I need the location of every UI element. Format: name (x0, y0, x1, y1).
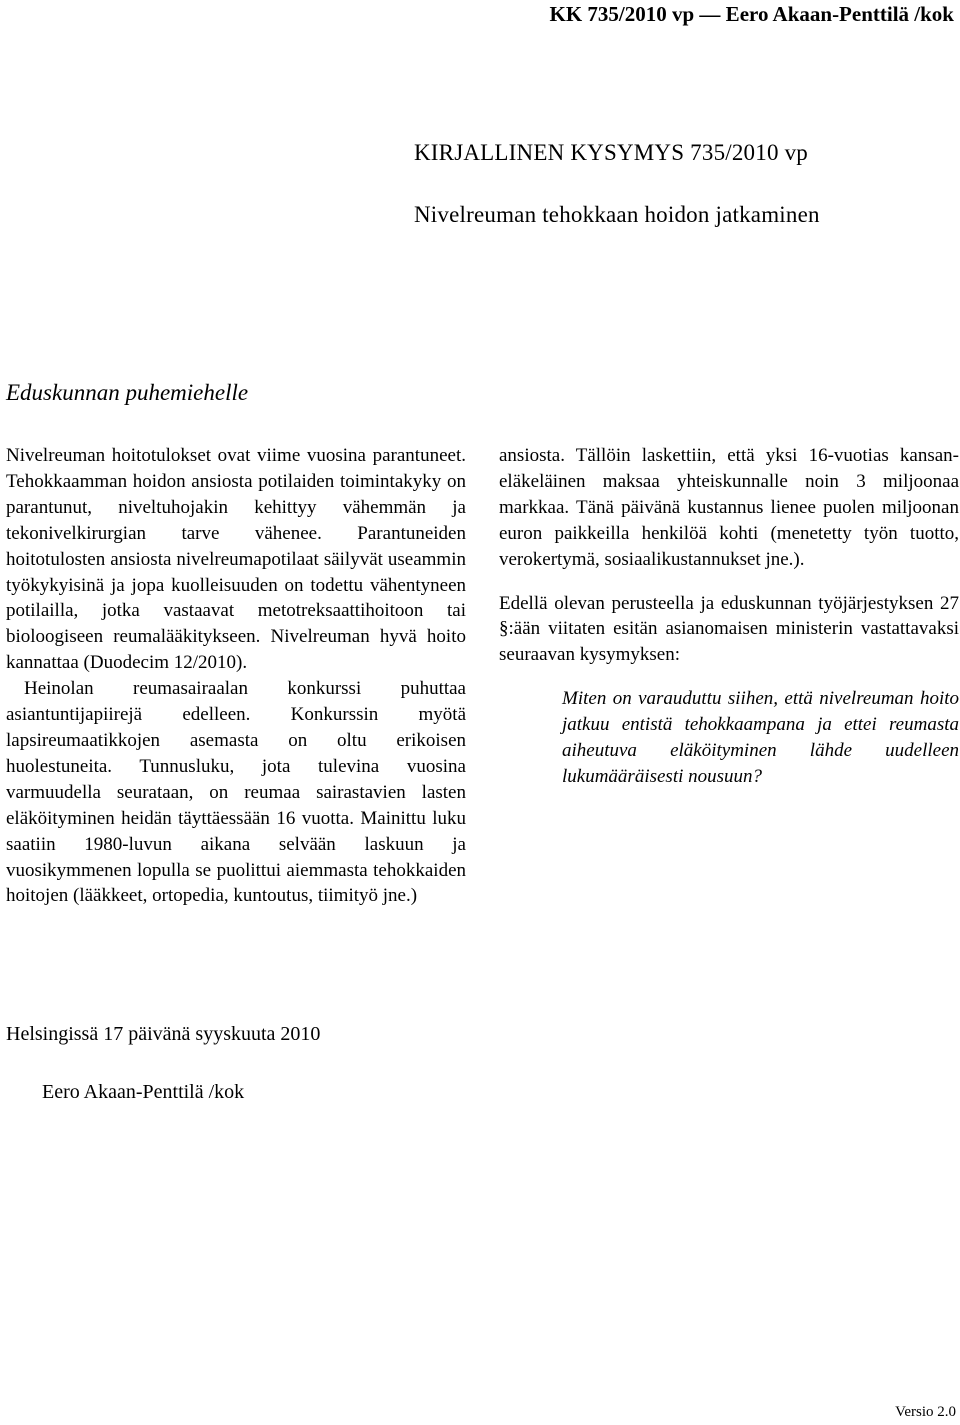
document-subtitle: Nivelreuman tehokkaan hoidon jatkaminen (414, 202, 820, 227)
place-and-date: Helsingissä 17 päivänä syyskuuta 2010 (6, 1023, 321, 1045)
body-paragraph-1: Nivelreuman hoitotulokset ovat viime vuosina parantuneet. Tehokkaamman hoidon ansiosta potilaiden toimintakyky on parantunut, niveltuhojakin kehittyy vähemmän ja tekonivelkirurgian tarve vähenee. Parantuneiden hoitotulosten ansiosta nivelreumapotilaat säilyvät useammin työkykyisinä ja jopa kuolleisuuden on todettu vähentyneen potilailla, jotka vastaavat metotreksaattihoitoon tai bioloogiseen reumalääkitykseen. Nivelreuman hyvä hoito kannattaa (Duodecim 12/2010). (6, 445, 466, 674)
left-text-column (6, 443, 466, 909)
question-text: Miten on varauduttu siihen, että nivelreuman hoito jatkuu entistä tehokkaampana ja ettei reumasta aiheutuva eläköityminen lähde uudelleen lukumääräisesti nousuun? (562, 688, 959, 787)
body-paragraph-2: Heinolan reumasairaalan konkurssi puhuttaa asiantuntijapiirejä edelleen. Konkurssin myötä lapsireumaatikkojen asemasta on oltu erikoisen huolestuneita. Tunnusluku, jota tulevina vuosina varmuudella seurataan, on reumaa sairastavien lasten eläköityminen heidän täyttäessään 16 vuotta. Mainittu luku saatiin 1980-luvun aikana selvään laskuun ja vuosikymmenen lopulla se puolittui aiemmasta tehokkaiden hoitojen (lääkkeet, ortopedia, kuntoutus, tiimityö jne.) (6, 678, 466, 907)
question-intro-paragraph: Edellä olevan perusteella ja eduskunnan työjärjestyksen 27 §:ään viitaten esitän asianomaisen ministerin vastattavaksi seuraavan kysymyksen: (499, 592, 959, 666)
right-text-column (499, 443, 959, 790)
document-title: KIRJALLINEN KYSYMYS 735/2010 vp (414, 140, 809, 165)
version-label: Versio 2.0 (895, 1404, 956, 1420)
running-header: KK 735/2010 vp — Eero Akaan-Penttilä /kok (549, 2, 954, 26)
salutation: Eduskunnan puhemiehelle (6, 380, 249, 405)
signature-name: Eero Akaan-Penttilä /kok (42, 1081, 245, 1103)
body-paragraph-2-continued: ansiosta. Tällöin laskettiin, että yksi 16-vuotias kansaneläkeläinen maksaa yhteiskunnalle noin 3 miljoonaa markkaa. Tänä päivänä kustannus lienee puolen miljoonan euron paikkeilla henkilöä kohti (menetetty työn tuotto, verokertymä, sosiaalikustannukset jne.). (499, 445, 959, 570)
